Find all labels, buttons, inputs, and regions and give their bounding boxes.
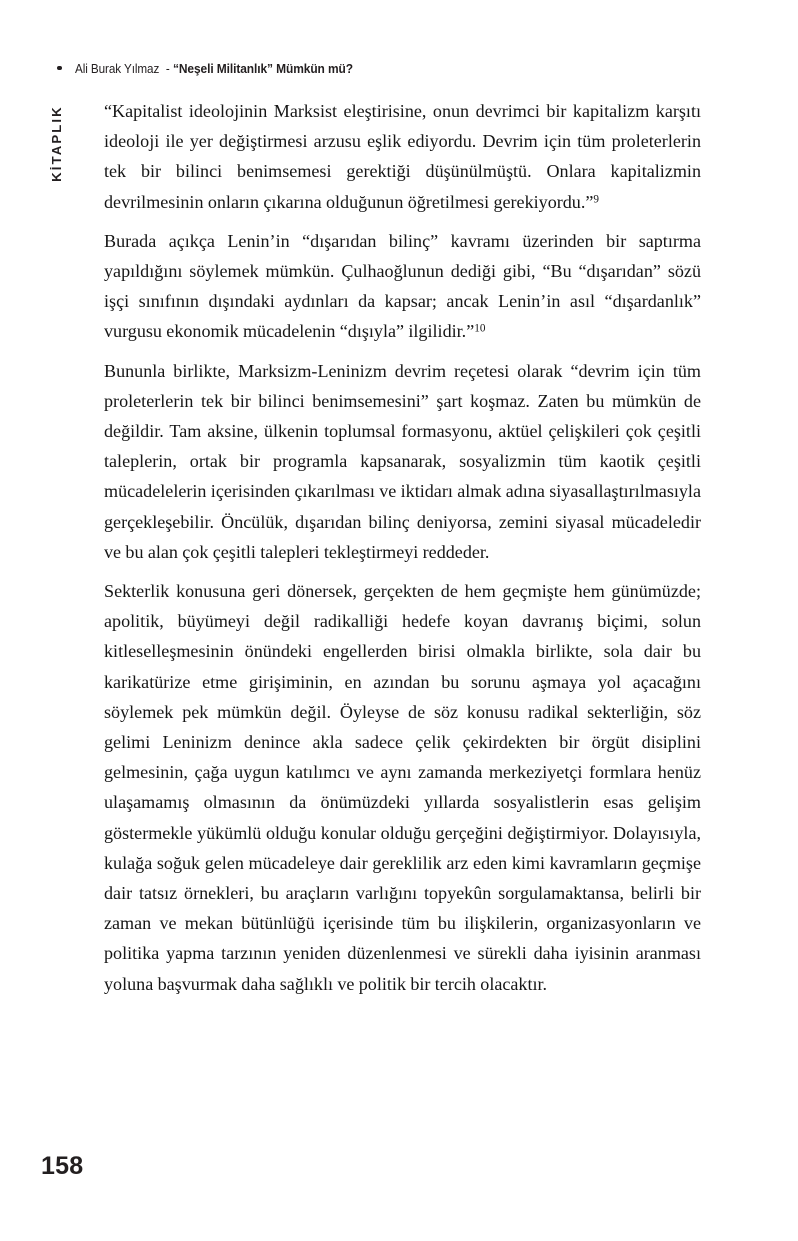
footnote-ref[interactable]: 9 [593,193,600,205]
paragraph [104,356,701,567]
section-marker-label: KİTAPLIK [48,105,64,182]
page-number: 158 [41,1152,84,1180]
paragraph [104,96,701,217]
body-text-column [104,96,701,999]
footnote-ref[interactable]: 10 [474,322,486,335]
paragraph [104,576,701,999]
paragraph-text: Sekterlik konusuna geri dönersek, gerçekten de hem geçmişte hem günümüzde; apolitik, büyümeyi değil radikalliği hedefe koyan davranış biçimi, solun kitleselleşmesinin önündeki engellerden birisi olmakla birlikte, sola dair bu karikatürize etme girişiminin, en azından bu sorunu aşmaya yol açacağını söylemek pek mümkün değil. Öyleyse de söz konusu radikal sekterliğin, söz gelimi Leninizm denince akla sadece çelik çekirdekten bir örgüt disiplini gelmesinin, çağa uygun katılımcı ve aynı zamanda merkeziyetçi formlara henüz ulaşamamış olmasının da önümüzdeki yıllarda sosyalistlerin esas gelişim göstermekle yükümlü olduğu konular olduğu gerçeğini değiştirmiyor. Dolayısıyla, kulağa soğuk gelen mücadeleye dair gereklilik arz eden kimi kavramların geçmişe dair tatsız örnekleri, bu araçların varlığını topyekûn sorgulamaktansa, belirli bir zaman ve mekan bütünlüğü içerisinde tüm bu ilişkilerin, organizasyonların ve politika yapma tarzının yeniden düzenlenmesi ve sürekli daha iyisinin aranması yoluna başvurmak daha sağlıklı ve politik bir tercih olacaktır. [104,581,701,994]
bullet-dot-icon [57,66,62,71]
running-header-author: Ali Burak Yılmaz [74,62,159,76]
running-header-separator: - [165,62,170,76]
paragraph-text: “Kapitalist ideolojinin Marksist eleştirisine, onun devrimci bir kapitalizm karşıtı ideoloji ile yer değiştirmesi arzusu eşlik ediyordu. Devrim için tüm proleterlerin tek bir bilinci benimsemesi gerektiği düşünülmüştü. Onlara kapitalizmin devrilmesinin onların çıkarına olduğunun öğretilmesi gerekiyordu.” [104,101,701,212]
running-header [57,62,363,76]
section-marker [43,96,69,206]
paragraph-text: Burada açıkça Lenin’in “dışarıdan bilinç” kavramı üzerinden bir saptırma yapıldığını söylemek mümkün. Çulhaoğlunun dediği gibi, “Bu “dışarıdan” sözü işçi sınıfının dışındaki aydınları da kapsar; ancak Lenin’in asıl “dışardanlık” vurgusu ekonomik mücadelenin “dışıyla” ilgilidir.” [104,230,701,342]
paragraph [104,226,701,347]
running-header-article-title: “Neşeli Militanlık” Mümkün mü? [173,62,354,76]
paragraph-text: Bununla birlikte, Marksizm-Leninizm devrim reçetesi olarak “devrim için tüm proleterlerin tek bir bilinci benimsemesini” şart koşmaz. Zaten bu mümkün de değildir. Tam aksine, ülkenin toplumsal formasyonu, aktüel çelişkileri çok çeşitli taleplerin, ortak bir programla kapsanarak, sosyalizmin tüm kaotik çeşitli mücadelelerin içerisinden çıkarılması ve iktidarı almak adına siyasallaştırılmasıyla gerçekleşebilir. Öncülük, dışarıdan bilinç deniyorsa, zemini siyasal mücadeledir ve bu alan çok çeşitli talepleri tekleştirmeyi reddeder. [104,360,701,562]
